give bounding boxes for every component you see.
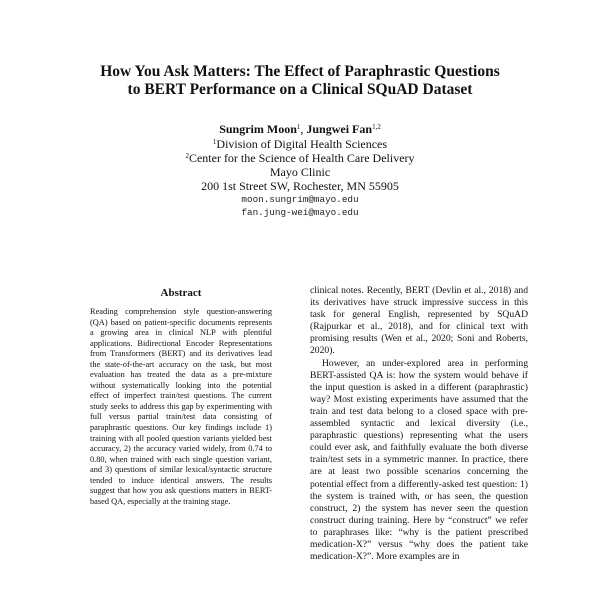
email-1[interactable]: moon.sungrim@mayo.edu (241, 194, 359, 205)
affiliation-2-mark: 2 (185, 152, 189, 160)
body-right-column (310, 285, 528, 563)
body-paragraph-1: clinical notes. Recently, BERT (Devlin et al., 2018) and its derivatives have struck impressive success in this task for general English, represented by SQuAD (Rajpurkar et al., 2018), and for clinical text with promising results (Wen et al., 2020; Soni and Roberts, 2020). (310, 285, 528, 357)
affiliation-2 (40, 151, 560, 165)
organization: Mayo Clinic (269, 165, 331, 179)
affiliation-1-text: Division of Digital Health Sciences (216, 137, 388, 151)
abstract-body (90, 307, 272, 507)
author-1-name: Sungrim Moon (219, 122, 297, 136)
author-separator: , (300, 122, 307, 136)
abstract-paragraph: Reading comprehension style question-answering (QA) based on patient-specific documents represents a growing area in clinical NLP with plentiful applications. Bidirectional Encoder Representations from Transformers (BERT) and its derivatives lead the state-of-the-art accuracy on the task, but most evaluation has treated the data as a pre-mixture without systematically looking into the potential effect of imperfect train/test questions. The current study seeks to address this gap by experimenting with full versus partial train/test data consisting of paraphrastic questions. Our key findings include 1) training with all pooled question variants yielded best accuracy, 2) the accuracy varied widely, from 0.74 to 0.80, when trained with each single question variant, and 3) questions of similar lexical/syntactic structure tended to induce identical answers. The results suggest that how you ask questions matters in BERT-based QA, especially at the training stage. (90, 307, 272, 506)
body-paragraph-2: However, an under-explored area in performing BERT-assisted QA is: how the system would behave if the input question is asked in a different (paraphrastic) way? Most existing experiments have assumed that the train and test data belong to a closed space with pre-assembled syntactic and lexical diversity (i.e., paraphrastic questions) representing what the users could ever ask, and faithfully evaluate the both diverse train/test sets in a symmetric manner. In practice, there are at least two possible scenarios concerning the potential effect from a differently-asked test question: 1) the system is trained with, or has seen, the question construct, 2) the system has never seen the question construct during training. Here by “construct” we refer to paraphrases like: “why is the patient prescribed medication-X?” versus “why does the patient take medication-X?”. More examples are in (310, 357, 528, 563)
affiliation-2-text: Center for the Science of Health Care Delivery (188, 151, 415, 165)
address: 200 1st Street SW, Rochester, MN 55905 (201, 179, 399, 193)
abstract-heading: Abstract (160, 287, 202, 299)
affiliation-1 (40, 137, 560, 151)
paper-title-line-1: How You Ask Matters: The Effect of Paraphrastic Questions (100, 63, 500, 80)
author-2-affil-mark: 1,2 (372, 123, 381, 131)
author-2-name: Jungwei Fan (306, 122, 373, 136)
author-line (40, 122, 560, 136)
email-2[interactable]: fan.jung-wei@mayo.edu (241, 207, 359, 218)
affiliation-1-mark: 1 (212, 138, 217, 146)
author-1-affil-mark: 1 (296, 123, 301, 131)
paper-title-line-2: to BERT Performance on a Clinical SQuAD Dataset (127, 81, 473, 98)
